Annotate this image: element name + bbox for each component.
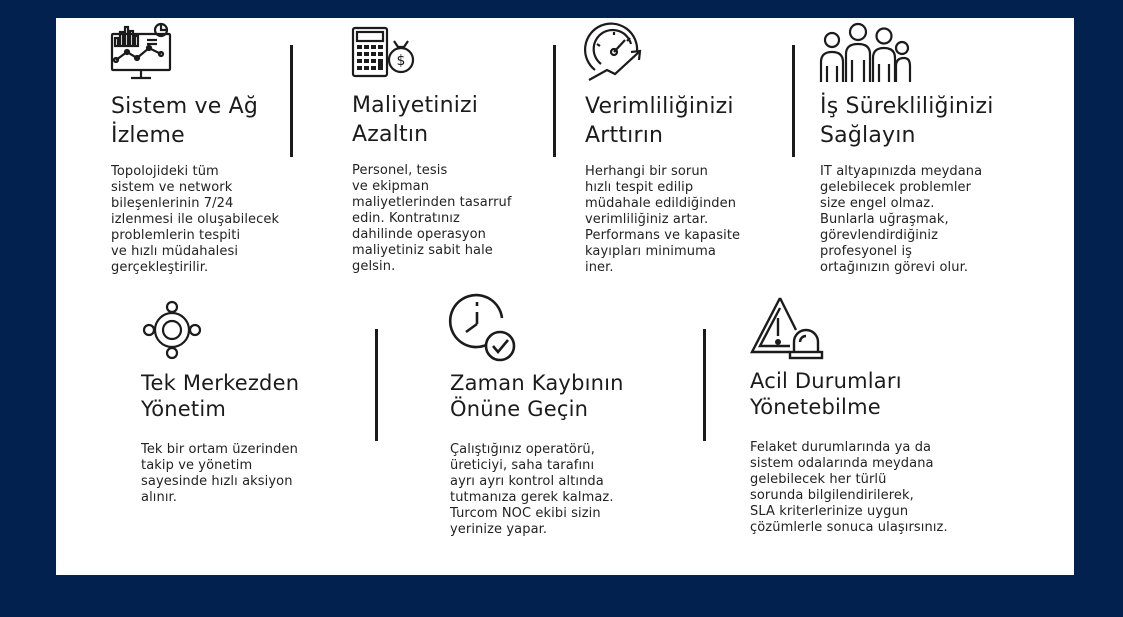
feature-title: Acil Durumları Yönetebilme	[750, 369, 902, 419]
divider	[290, 45, 293, 157]
feature-description: Tek bir ortam üzerinden takip ve yönetim sayesinde hızlı aksiyon alınır.	[141, 442, 298, 505]
feature-description: IT altyapınızda meydana gelebilecek problemler size engel olmaz. Bunlarla uğraşmak, görevlendirdiğiniz profesyonel iş ortağınızın görevi olur.	[820, 164, 983, 275]
feature-title: İş Sürekliliğinizi Sağlayın	[820, 94, 994, 148]
clock-check-icon	[450, 296, 518, 364]
feature-title: Sistem ve Ağ İzleme	[111, 94, 259, 148]
feature-title: Maliyetinizi Azaltın	[352, 93, 479, 147]
central-hub-icon	[141, 300, 203, 360]
feature-business-continuity	[820, 22, 994, 276]
feature-description: Felaket durumlarında ya da sistem odalarında meydana gelebilecek her türlü sorunda bilgilendirilerek, SLA kriterlerinize uygun çözümlerle sonuca ulaşırsınız.	[750, 440, 948, 535]
feature-description: Herhangi bir sorun hızlı tespit edilip müdahale edildiğinden verimliliğiniz artar. Performans ve kapasite kayıpları minimuma iner.	[585, 164, 741, 275]
feature-title: Verimliliğinizi Arttırın	[585, 94, 734, 148]
divider	[703, 329, 706, 441]
feature-central-management	[141, 300, 299, 506]
warning-alarm-icon	[750, 296, 822, 362]
team-people-icon	[820, 22, 912, 82]
feature-title: Zaman Kaybının Önüne Geçin	[450, 371, 624, 421]
feature-description: Topolojideki tüm sistem ve network bileşenlerinin 7/24 izlenmesi ile oluşabilecek problemlerin tespiti ve hızlı müdahalesi gerçekleştirilir.	[111, 164, 280, 275]
feature-prevent-time-loss	[450, 296, 624, 538]
feature-efficiency	[585, 22, 740, 276]
speedometer-growth-icon	[585, 22, 647, 82]
feature-emergency-management	[750, 296, 948, 536]
feature-title: Tek Merkezden Yönetim	[141, 371, 300, 421]
divider	[553, 45, 556, 157]
feature-description: Çalıştığınız operatörü, üreticiyi, saha tarafını ayrı ayrı kontrol altında tutmanıza gerek kalmaz. Turcom NOC ekibi sizin yerinize yapar.	[450, 442, 614, 537]
feature-reduce-costs	[352, 27, 512, 275]
feature-network-monitoring	[111, 22, 279, 276]
divider	[375, 329, 378, 441]
calculator-money-icon	[352, 27, 414, 79]
divider	[792, 45, 795, 157]
svg-text:$: $	[396, 53, 406, 69]
network-monitoring-icon	[111, 22, 173, 82]
feature-description: Personel, tesis ve ekipman maliyetlerinden tasarruf edin. Kontratınız dahilinde operasyon maliyetiniz sabit hale gelsin.	[352, 163, 512, 274]
